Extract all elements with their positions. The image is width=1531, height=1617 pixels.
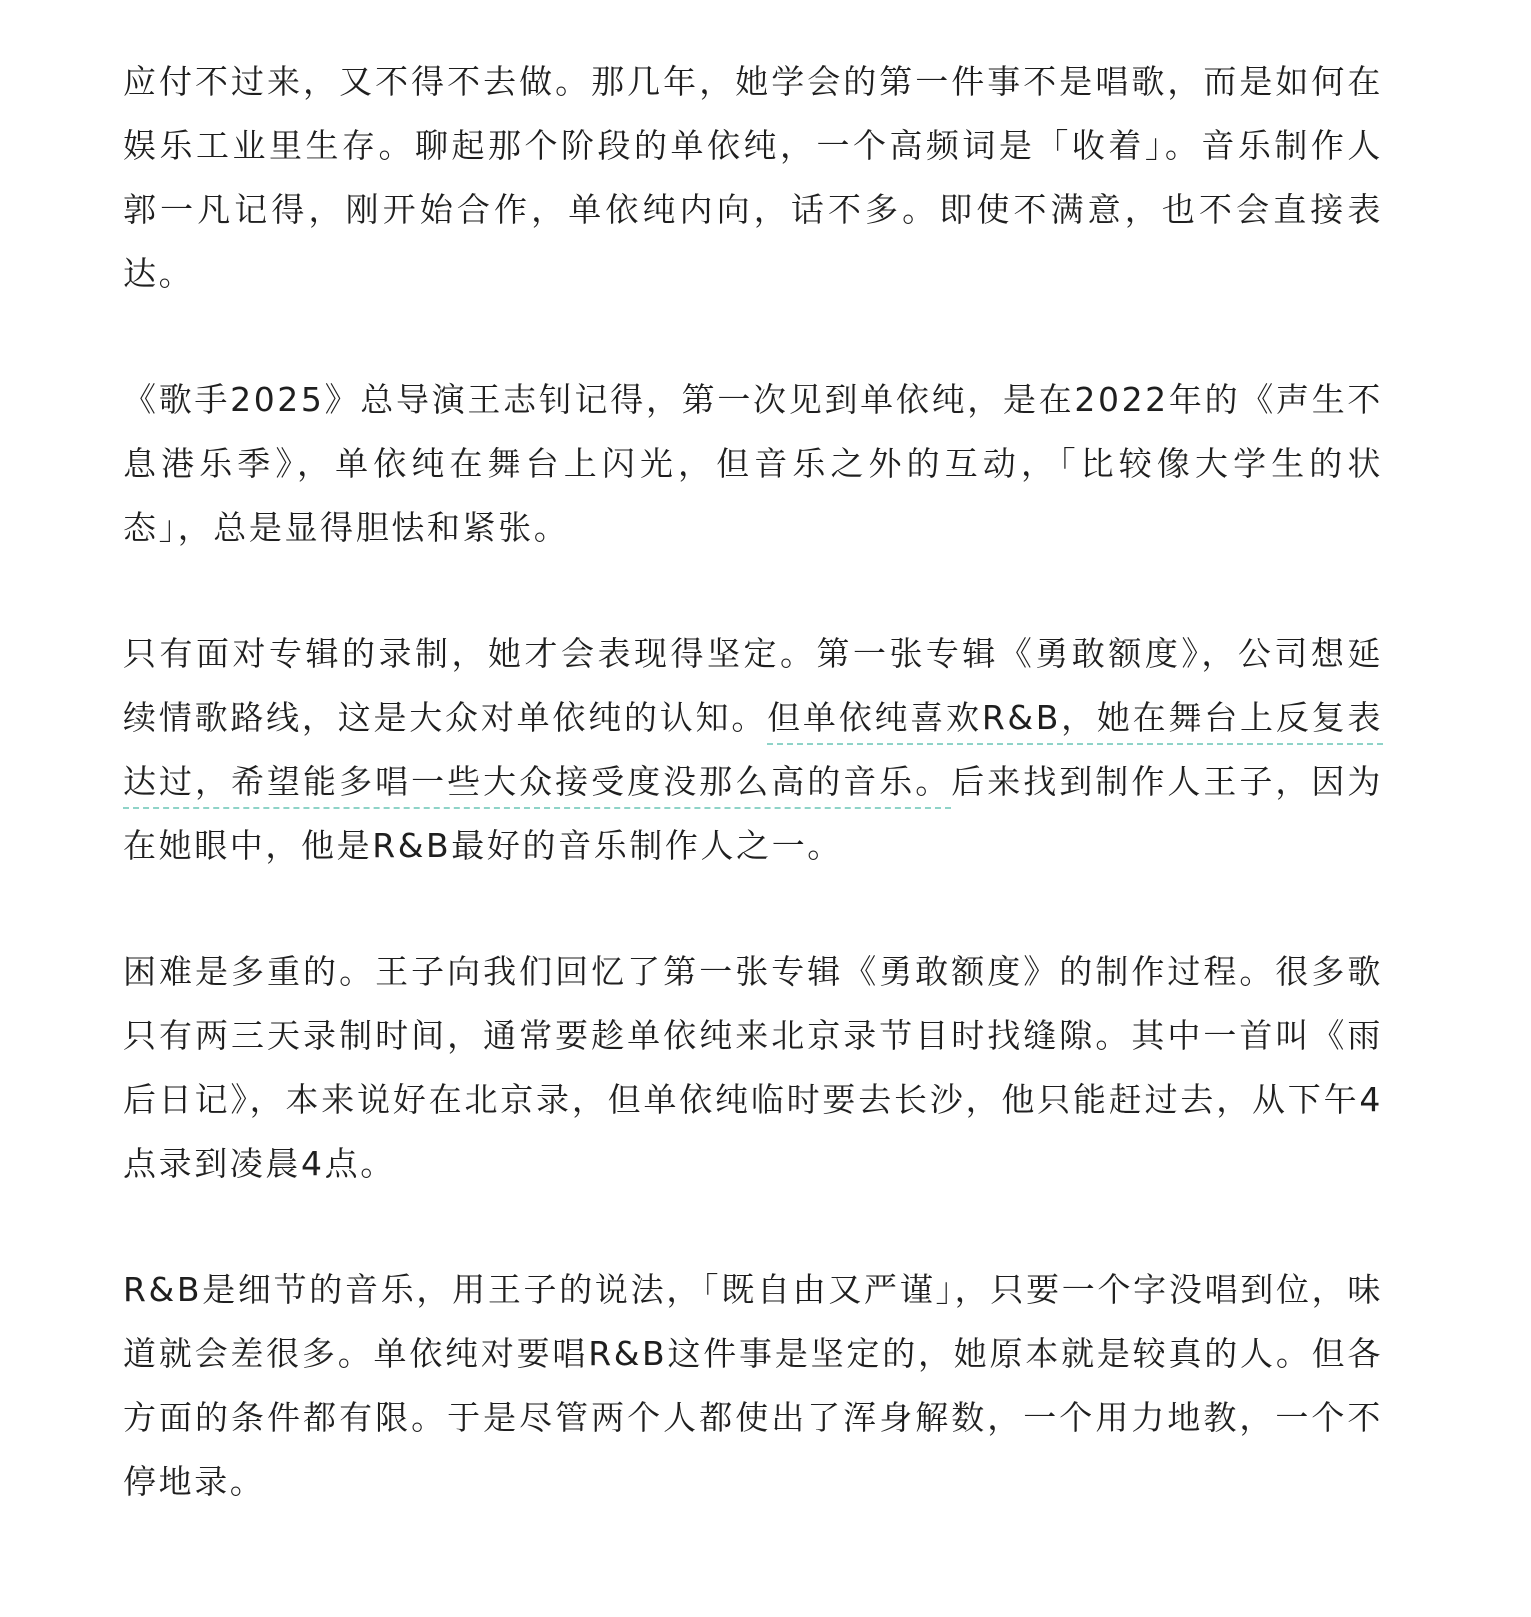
highlighted-passage[interactable]: 但单依纯喜欢R&B，她在舞台上反复表达过，希望能多唱一些大众接受度没那么高的音乐。 <box>123 698 1383 809</box>
paragraph-text: 《歌手2025》总导演王志钊记得，第一次见到单依纯，是在2022年的《声生不息港乐季》，单依纯在舞台上闪光，但音乐之外的互动，「比较像大学生的状态」，总是显得胆怯和紧张。 <box>123 380 1383 547</box>
paragraph-text: 只有面对专辑的录制，她才会表现得坚定。第一张专辑《勇敢额度》，公司想延续情歌路线，这是大众对单依纯的认知。 <box>123 634 1383 737</box>
paragraph-5 <box>123 1258 1383 1514</box>
paragraph-3 <box>123 622 1383 878</box>
article-body <box>123 50 1383 1514</box>
paragraph-text: 应付不过来，又不得不去做。那几年，她学会的第一件事不是唱歌，而是如何在娱乐工业里生存。聊起那个阶段的单依纯，一个高频词是「收着」。音乐制作人郭一凡记得，刚开始合作，单依纯内向，话不多。即使不满意，也不会直接表达。 <box>123 62 1383 293</box>
paragraph-4 <box>123 940 1383 1196</box>
paragraph-text: 后来找到制作人王子，因为在她眼中，他是R&B最好的音乐制作人之一。 <box>123 762 1383 865</box>
paragraph-text: 困难是多重的。王子向我们回忆了第一张专辑《勇敢额度》的制作过程。很多歌只有两三天录制时间，通常要趁单依纯来北京录节目时找缝隙。其中一首叫《雨后日记》，本来说好在北京录，但单依纯临时要去长沙，他只能赶过去，从下午4点录到凌晨4点。 <box>123 952 1383 1183</box>
paragraph-1 <box>123 50 1383 306</box>
paragraph-2 <box>123 368 1383 560</box>
paragraph-text: R&B是细节的音乐，用王子的说法，「既自由又严谨」，只要一个字没唱到位，味道就会差很多。单依纯对要唱R&B这件事是坚定的，她原本就是较真的人。但各方面的条件都有限。于是尽管两个人都使出了浑身解数，一个用力地教，一个不停地录。 <box>123 1270 1383 1501</box>
